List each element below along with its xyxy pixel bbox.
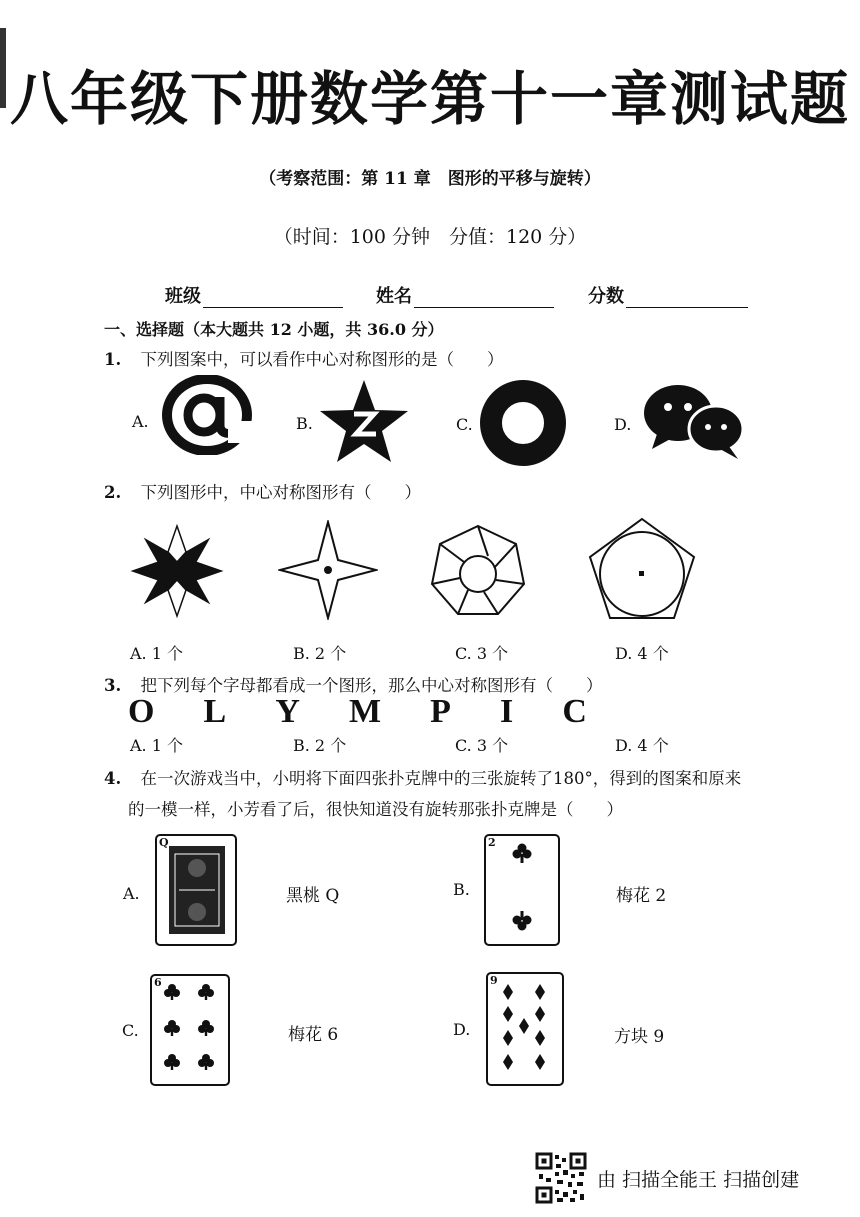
letter: O [128, 693, 156, 730]
at-sign-icon [162, 375, 252, 455]
page-title: 八年级下册数学第十一章测试题 [9, 65, 850, 133]
card-label-a: 黑桃 Q [286, 886, 340, 906]
q2-option-d: D. 4 个 [615, 644, 669, 663]
q1-option-d: D. [614, 415, 632, 434]
letter: M [348, 693, 383, 730]
watermark-text: 由 扫描全能王 扫描创建 [597, 1168, 800, 1191]
question-1 [104, 346, 503, 370]
name-label: 姓名 [376, 286, 412, 307]
card-rank: Q [159, 836, 169, 849]
section-heading: 一、选择题（本大题共 12 小题，共 36.0 分） [104, 320, 444, 339]
letter: L [203, 693, 228, 730]
q2-option-b: B. 2 个 [293, 644, 347, 663]
score-label: 分数 [588, 286, 624, 307]
q1-option-a: A. [132, 412, 149, 431]
speech-bubbles-icon [642, 383, 744, 463]
q1-option-b: B. [296, 414, 313, 433]
score-field [588, 282, 748, 308]
card-club-6 [150, 974, 230, 1086]
letter: Y [275, 693, 301, 730]
scanner-watermark [535, 1152, 799, 1204]
letter: C [562, 693, 588, 730]
card-label-d: 方块 9 [614, 1027, 665, 1047]
question-number: 3. [104, 676, 122, 695]
q4-option-a: A. [123, 884, 140, 903]
card-rank: 9 [490, 974, 498, 987]
exam-scope: （考察范围：第 11 章 图形的平移与旋转） [259, 169, 601, 189]
q3-option-a: A. 1 个 [130, 736, 183, 755]
ring-icon [479, 380, 567, 466]
question-text: 把下列每个字母都看成一个图形，那么中心对称图形有（ ） [140, 676, 603, 695]
question-number: 1. [104, 350, 122, 369]
question-4 [104, 765, 741, 789]
letter: P [430, 693, 452, 730]
question-text: 下列图案中，可以看作中心对称图形的是（ ） [140, 350, 504, 369]
olympic-letters [128, 693, 588, 731]
question-2 [104, 479, 421, 503]
q2-option-c: C. 3 个 [455, 644, 509, 663]
question-text: 下列图形中，中心对称图形有（ ） [140, 483, 421, 502]
card-rank: 6 [154, 976, 162, 989]
score-blank [626, 289, 748, 308]
card-diamond-9 [486, 972, 564, 1086]
qr-code-icon [535, 1152, 587, 1204]
card-rank: 2 [488, 836, 496, 849]
class-label: 班级 [165, 286, 201, 307]
card-label-b: 梅花 2 [616, 886, 667, 906]
q4-option-c: C. [122, 1021, 139, 1040]
q3-option-d: D. 4 个 [615, 736, 669, 755]
q3-option-b: B. 2 个 [293, 736, 347, 755]
pinwheel-heptagon-icon [428, 522, 528, 618]
q1-option-c: C. [456, 415, 473, 434]
card-club-2 [484, 834, 560, 946]
card-label-c: 梅花 6 [288, 1025, 339, 1045]
four-point-star-icon [278, 520, 378, 620]
q3-option-c: C. 3 个 [455, 736, 509, 755]
q4-option-d: D. [453, 1020, 471, 1039]
question-4-line2: 的一模一样，小芳看了后，很快知道没有旋转那张扑克牌是（ ） [128, 800, 623, 819]
card-spade-q [155, 834, 237, 946]
class-blank [203, 289, 343, 308]
question-text-line1: 在一次游戏当中，小明将下面四张扑克牌中的三张旋转了180°，得到的图案和原来 [140, 769, 742, 788]
name-blank [414, 289, 554, 308]
q4-option-b: B. [453, 880, 470, 899]
exam-time-score: （时间：100 分钟 分值：120 分） [273, 226, 587, 248]
q2-option-a: A. 1 个 [130, 644, 183, 663]
eight-point-star-icon [128, 522, 226, 620]
circle-in-pentagon-icon [586, 516, 698, 622]
star-with-z-icon [318, 378, 410, 464]
question-number: 4. [104, 769, 122, 788]
class-field [165, 282, 343, 308]
name-field [376, 282, 554, 308]
letter: I [500, 693, 515, 730]
question-number: 2. [104, 483, 122, 502]
